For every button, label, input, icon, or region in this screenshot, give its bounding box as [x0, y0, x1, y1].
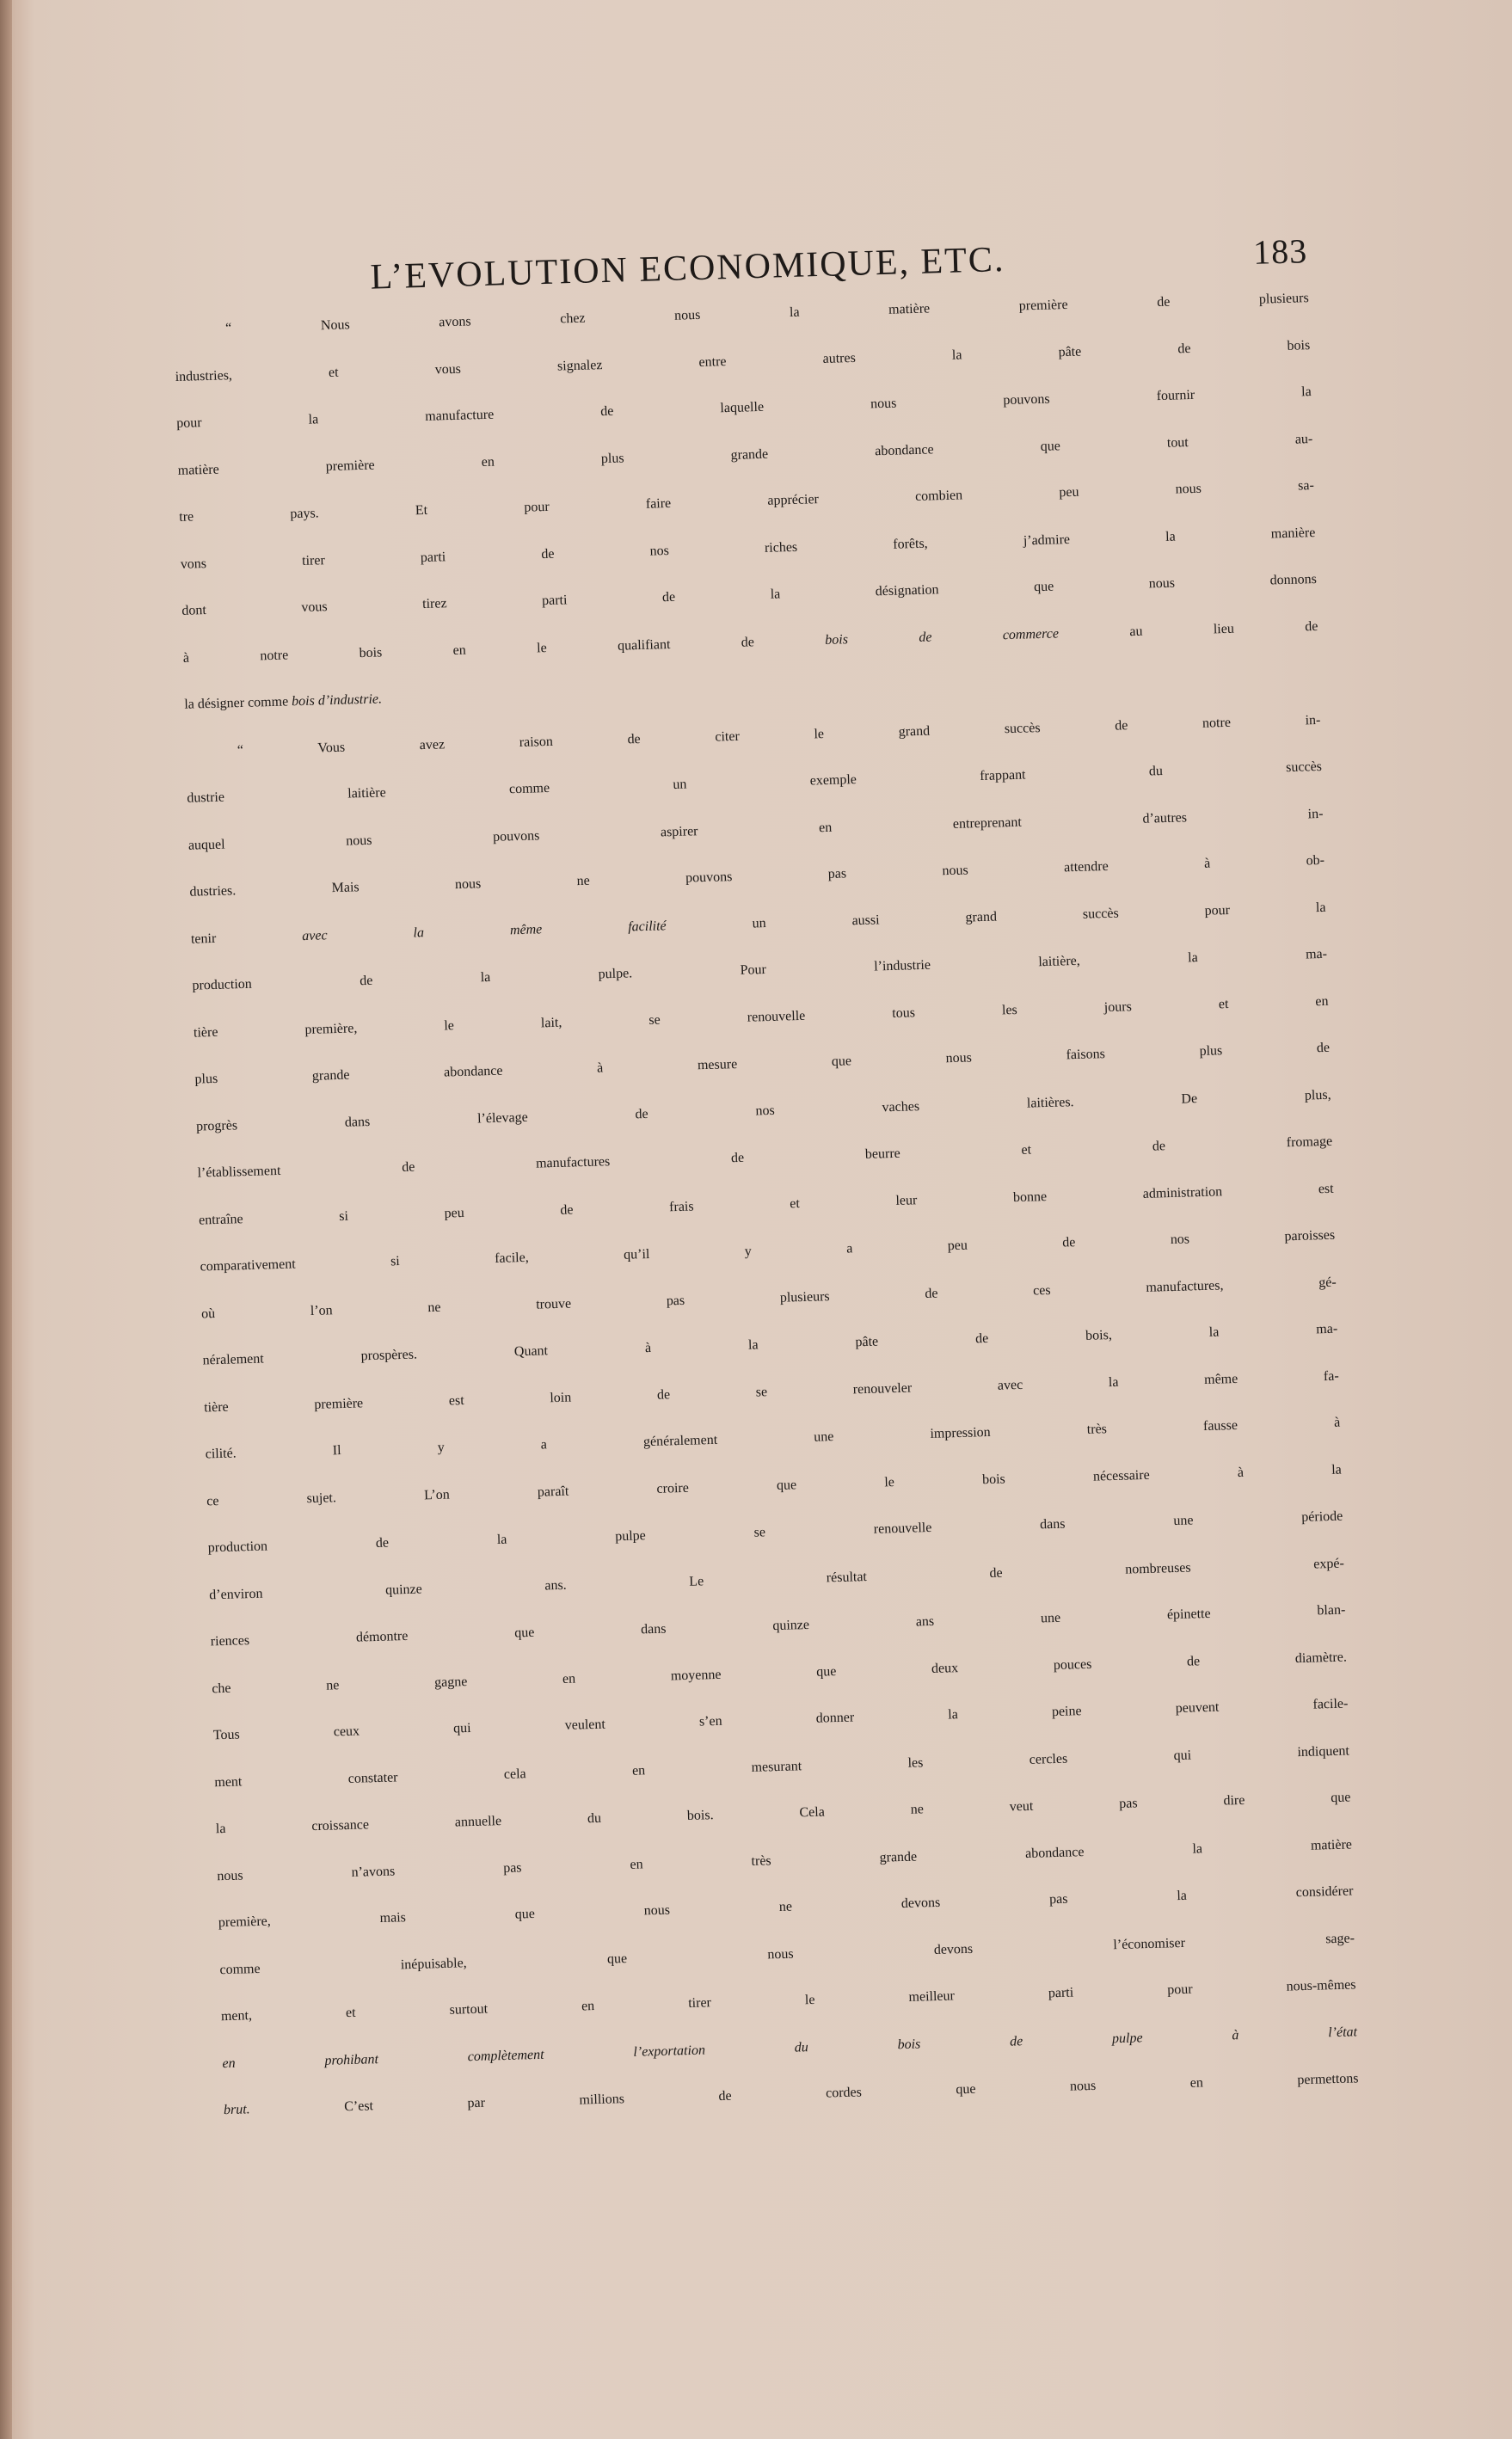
text-line: production de la pulpe se renouvelle dans une période	[207, 1508, 1343, 1556]
text-line: où l’on ne trouve pas plusieurs de ces manufactures, gé-	[200, 1275, 1337, 1322]
text-line: “ Vous avez raison de citer le grand succès de notre in-	[237, 712, 1321, 758]
text-line: ment constater cela en mesurant les cercles qui indiquent	[214, 1742, 1350, 1790]
text-line: comme inépuisable, que nous devons l’économiser sage-	[219, 1930, 1355, 1977]
text-line: che ne gagne en moyenne que deux pouces de diamètre.	[212, 1649, 1348, 1696]
text-line: tière première est loin de se renouveler avec la même fa-	[203, 1368, 1339, 1415]
text-line: riences démontre que dans quinze ans une épinette blan-	[210, 1602, 1346, 1650]
text-line: dustries. Mais nous ne pouvons pas nous attendre à ob-	[189, 852, 1325, 900]
text-line: Tous ceux qui veulent s’en donner la peine peuvent facile-	[212, 1696, 1349, 1743]
text-line: matière première en plus grande abondance que tout au-	[177, 431, 1313, 478]
page-content	[172, 230, 1360, 2150]
text-run: tenir	[190, 928, 303, 947]
text-line: tre pays. Et pour faire apprécier combien peu nous sa-	[179, 478, 1315, 525]
text-line: l’établissement de manufactures de beurre et de fromage	[197, 1133, 1333, 1181]
text-line: tière première, le lait, se renouvelle tous les jours et en	[193, 993, 1329, 1041]
text-line: vons tirer parti de nos riches forêts, j’admire la manière	[180, 525, 1316, 572]
paragraph-1	[174, 291, 1320, 744]
text-line: d’environ quinze ans. Le résultat de nombreuses expé-	[209, 1556, 1345, 1602]
binding-edge	[0, 0, 12, 2439]
text-run: un aussi grand succès pour la	[666, 900, 1326, 933]
text-line: la croissance annuelle du bois. Cela ne veut pas dire que	[215, 1790, 1351, 1837]
text-line: ce sujet. L’on paraît croire que le bois nécessaire à la	[206, 1462, 1342, 1508]
text-line: progrès dans l’élevage de nos vaches laitières. De plus,	[195, 1087, 1331, 1134]
text-line: “ Nous avons chez nous la matière première de plusieurs	[224, 291, 1309, 336]
italic-run: bois de commerce	[825, 625, 1060, 648]
text-line: pour la manufacture de laquelle nous pouvons fournir la	[175, 384, 1312, 431]
text-line: cilité. Il y a généralement une impression très fausse à	[205, 1415, 1341, 1462]
text-line: comparativement si facile, qu’il y a peu de nos paroisses	[200, 1227, 1336, 1275]
text-line: entraîne si peu de frais et leur bonne administration est	[198, 1181, 1334, 1228]
text-line: plus grande abondance à mesure que nous faisons plus de	[194, 1040, 1331, 1087]
text-run: la désigner comme	[184, 694, 292, 712]
body-text	[174, 291, 1360, 2150]
italic-run: en prohibant complètement l’exportation du bois de pulpe à l’état	[222, 2024, 1358, 2071]
text-line: industries, et vous signalez entre autres la pâte de bois	[175, 337, 1311, 384]
text-line: dont vous tirez parti de la désignation que nous donnons	[181, 571, 1318, 618]
italic-run: bois d’industrie.	[291, 691, 383, 710]
paragraph-2	[186, 712, 1360, 2149]
running-title: L’EVOLUTION ECONOMIQUE, ETC.	[369, 239, 1005, 298]
text-line: première, mais que nous ne devons pas la considérer	[218, 1883, 1354, 1931]
text-line: ment, et surtout en tirer le meilleur parti pour nous-mêmes	[220, 1977, 1356, 2024]
text-line: auquel nous pouvons aspirer en entreprenant d’autres in-	[187, 806, 1324, 853]
italic-run: avec la même facilité	[302, 918, 667, 943]
italic-run: brut.	[223, 2102, 250, 2118]
text-run: au lieu de	[1058, 618, 1318, 641]
text-line: production de la pulpe. Pour l’industrie laitière, la ma-	[192, 946, 1328, 993]
text-line: nous n’avons pas en très grande abondance la matière	[217, 1836, 1353, 1883]
text-run: C’est par millions de cordes que nous en permettons	[249, 2071, 1359, 2117]
page-number: 183	[1252, 231, 1308, 272]
text-line: néralement prospères. Quant à la pâte de bois, la ma-	[202, 1321, 1338, 1368]
text-line: dustrie laitière comme un exemple frappant du succès	[187, 759, 1323, 806]
text-run: à notre bois en le qualifiant de	[182, 632, 826, 666]
